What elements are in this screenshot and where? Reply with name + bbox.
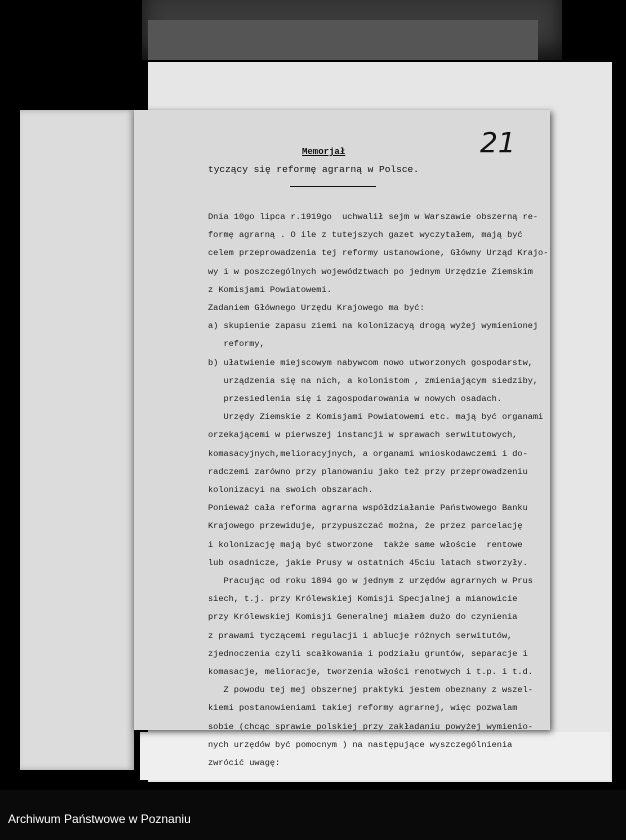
document-subtitle: tyczący się reformę agrarną w Polsce. [208,164,419,175]
text-line: i kolonizację mają być stworzone także same włoście rentowe [208,539,523,550]
text-line: formę agrarną . O ile z tutejszych gazet wyczytałem, mają być [208,230,523,241]
text-line: orzekającemi w pierwszej instancji w sprawach serwitutowych, [208,430,518,441]
text-line: kiemi postanowieniami takiej reformy agrarnej, więc pozwalam [208,703,518,714]
text-line: przy Królewskiej Komisji Generalnej miałem dużo do czynienia [208,612,518,623]
text-line: kolonizacyi na swoich obszarach. [208,485,374,496]
text-line: celem przeprowadzenia tej reformy ustanowione, Główny Urząd Krajo- [208,248,549,259]
text-line: Dnia 10go lipca r.1919go uchwalił sejm w Warszawie obszerną re- [208,212,539,222]
background-paper-edge [148,20,538,60]
text-line: wy i w poszczególnych województwach po jednym Urzędzie Ziemskim [208,266,533,277]
text-line: komasacje, melioracje, tworzenia włości renotwych i t.p. i t.d. [208,667,533,678]
document-body [208,208,553,772]
text-line: Pracując od roku 1894 go w jednym z urzędów agrarnych w Prus [208,576,533,587]
text-line: nych urzędów być pomocnym ) na następujące wyszczególnienia [208,739,513,750]
text-line: b) ułatwienie miejscowym nabywcom nowo utworzonych gospodarstw, [208,357,533,368]
text-line: zwrócić uwagę: [208,758,281,769]
text-line: sobie (chcąc sprawie polskiej przy zakładaniu powyżej wymienio- [208,721,533,732]
left-facing-sheet [20,110,134,770]
archive-label: Archiwum Państwowe w Poznaniu [8,812,191,826]
document-title: Memorjał [302,147,346,157]
text-line: siech, t.j. przy Królewskiej Komisji Specjalnej a mianowicie [208,594,518,605]
text-line: zjednoczenia czyli scałkowania i podziału gruntów, separacje i [208,648,528,659]
text-line: radczemi zarówno przy planowaniu jako też przy przeprowadzeniu [208,466,528,477]
text-line: reformy, [208,339,265,350]
text-line: z Komisjami Powiatowemi. [208,284,332,295]
text-line: Z powodu tej mej obszernej praktyki jestem obeznany z wszel- [208,685,533,696]
text-line: urządzenia się na nich, a kolonistom , zmieniającym siedziby, [208,375,539,386]
text-line: Krajowego przewiduje, przypuszczać można, że przez parcelację [208,521,523,532]
text-line: przesiedlenia się i zagospodarowania w nowych osadach. [208,394,502,405]
text-line: lub osadnicze, jakie Prusy w ostatnich 45ciu latach stworzyły. [208,557,528,568]
text-line: z prawami tyczącemi regulacji i ablucje różnych serwitutów, [208,630,513,641]
text-line: Ponieważ cała reforma agrarna współdziałanie Państwowego Banku [208,503,528,514]
text-line: Urzędy Ziemskie z Komisjami Powiatowemi etc. mają być organami [208,412,544,423]
title-rule [290,186,376,187]
text-line: komasacyjnych,melioracyjnych, a organami wnioskodawczemi i do- [208,448,528,459]
text-line: a) skupienie zapasu ziemi na kolonizacyą drogą wyżej wymienionej [208,321,539,332]
folio-number: 21 [480,126,516,159]
text-line: Zadaniem Głównego Urzędu Krajowego ma być: [208,303,425,314]
